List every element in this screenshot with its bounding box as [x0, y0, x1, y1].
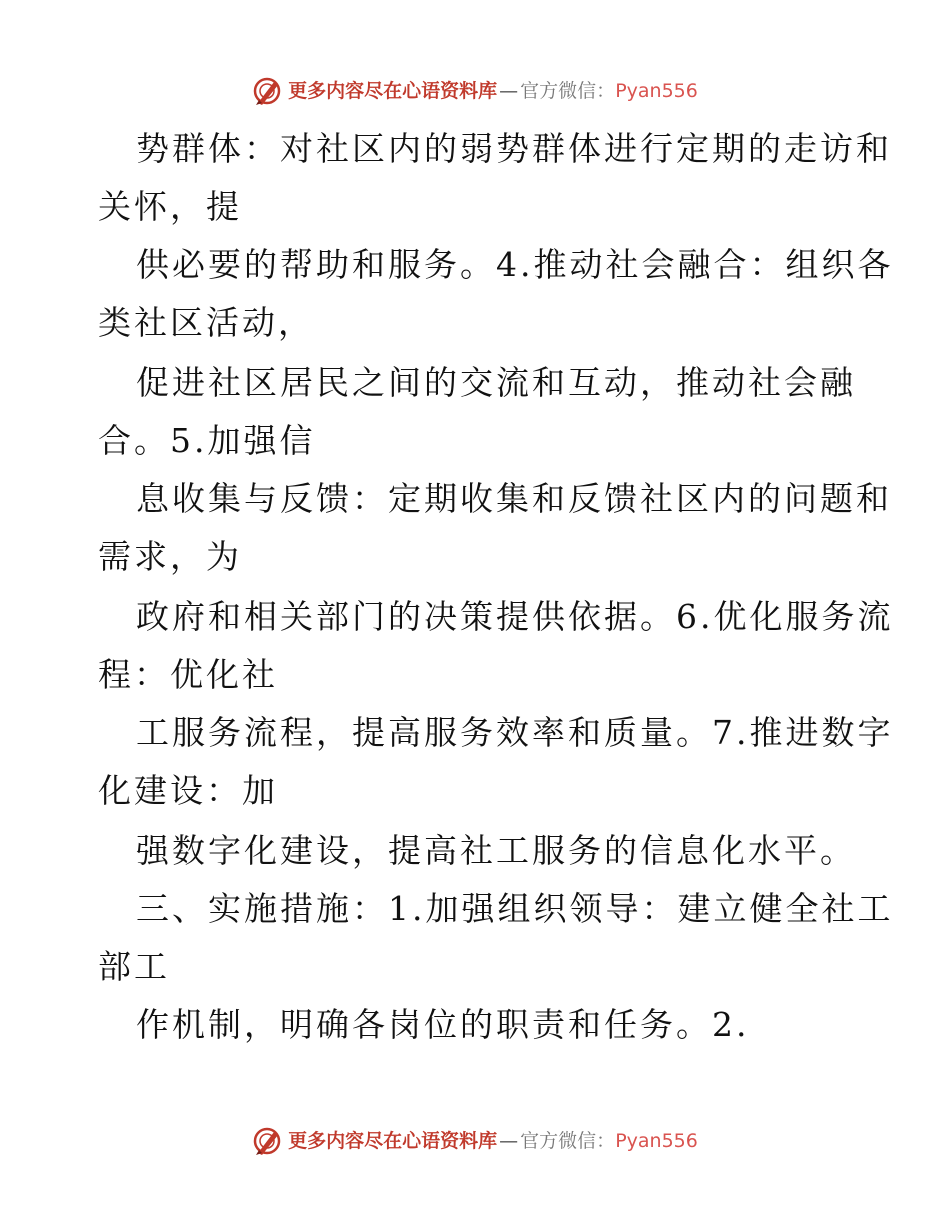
body-line: 强数字化建设，提高社工服务的信息化水平。	[136, 831, 856, 870]
body-line: 化建设：加	[98, 771, 278, 810]
body-line: 合。5.加强信	[98, 421, 316, 460]
banner-wechat-label: 官方微信	[520, 80, 597, 102]
body-line: 政府和相关部门的决策提供依据。6.优化服务流	[136, 597, 894, 636]
body-line: 关怀，提	[98, 187, 242, 226]
banner-wechat-id: Pyan556	[615, 80, 698, 102]
footer-banner	[0, 1126, 950, 1156]
banner-wechat-label: 官方微信	[520, 1130, 597, 1152]
banner-wechat-id: Pyan556	[615, 1130, 698, 1152]
body-line: 工服务流程，提高服务效率和质量。7.推进数字	[136, 713, 894, 752]
body-line: 势群体：对社区内的弱势群体进行定期的走访和	[136, 129, 892, 168]
body-line: 程：优化社	[98, 655, 278, 694]
banner-colon: ：	[596, 80, 616, 102]
body-line: 部工	[98, 947, 170, 986]
body-line: 促进社区居民之间的交流和互动，推动社会融	[136, 363, 856, 402]
body-line: 作机制，明确各岗位的职责和任务。2.	[136, 1005, 750, 1044]
pen-logo-icon	[252, 1126, 282, 1156]
body-line: 息收集与反馈：定期收集和反馈社区内的问题和	[136, 479, 892, 518]
banner-brand-text: 更多内容尽在心语资料库	[288, 80, 498, 102]
banner-brand-text: 更多内容尽在心语资料库	[288, 1130, 498, 1152]
body-line: 供必要的帮助和服务。4.推动社会融合：组织各	[136, 245, 894, 284]
body-line: 类社区活动，	[98, 303, 314, 342]
banner-separator: —	[499, 1130, 519, 1152]
body-line: 三、实施措施：1.加强组织领导：建立健全社工	[136, 889, 894, 928]
banner-separator: —	[499, 80, 519, 102]
body-line: 需求，为	[98, 537, 242, 576]
banner-colon: ：	[596, 1130, 616, 1152]
